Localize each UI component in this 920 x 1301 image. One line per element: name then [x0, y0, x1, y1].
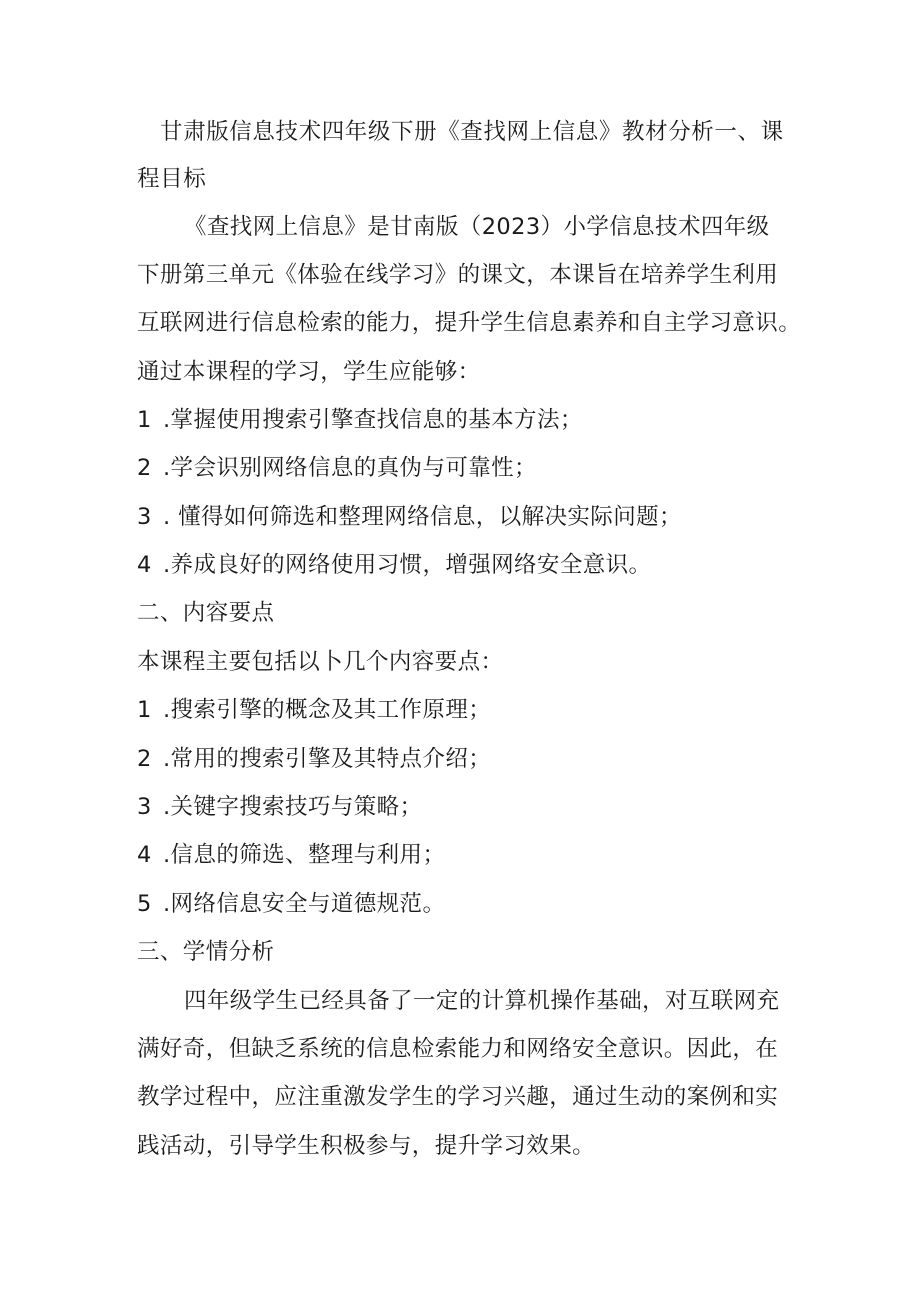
content-point-item: [137, 744, 491, 774]
content-point-item: [137, 792, 422, 822]
point-text: .网络信息安全与道德规范。: [163, 891, 446, 917]
point-number: 3: [137, 794, 152, 820]
goal-text: .养成良好的网络使用习惯，增强网络安全意识。: [163, 552, 652, 578]
intro-paragraph-line: 通过本课程的学习，学生应能够：: [137, 359, 481, 385]
point-number: 5: [137, 891, 152, 917]
analysis-paragraph-line: 教学过程中，应注重激发学生的学习兴趣，通过生动的案例和实: [137, 1084, 779, 1110]
content-point-item: [137, 840, 445, 870]
goal-item: [137, 502, 682, 532]
point-text: .关键字搜索技巧与策略；: [163, 794, 423, 820]
point-number: 4: [137, 842, 152, 868]
section-heading-learner-analysis: 三、学情分析: [137, 939, 275, 965]
goal-text: .学会识别网络信息的真伪与可靠性；: [163, 455, 537, 481]
point-text: .搜索引擎的概念及其工作原理；: [163, 697, 492, 723]
intro-paragraph-line: 《查找网上信息》是甘南版（2023）小学信息技术四年级: [184, 214, 770, 240]
point-number: 2: [137, 746, 152, 772]
goal-number: 3: [137, 504, 152, 530]
document-title-line-1: 甘肃版信息技术四年级下册《查找网上信息》教材分析一、课: [160, 119, 784, 145]
goal-text: .掌握使用搜索引擎查找信息的基本方法；: [163, 407, 583, 433]
analysis-paragraph-line: 四年级学生已经具备了一定的计算机操作基础，对互联网充: [184, 988, 780, 1014]
goal-item: [137, 550, 651, 580]
goal-number: 4: [137, 552, 152, 578]
goal-number: 1: [137, 407, 152, 433]
point-text: .常用的搜索引擎及其特点介绍；: [163, 746, 492, 772]
analysis-paragraph-line: 满好奇，但缺乏系统的信息检索能力和网络安全意识。因此，在: [137, 1036, 779, 1062]
point-text: .信息的筛选、整理与利用；: [163, 842, 446, 868]
intro-paragraph-line: 下册第三单元《体验在线学习》的课文，本课旨在培养学生利用: [137, 262, 779, 288]
goal-text: . 懂得如何筛选和整理网络信息，以解决实际问题；: [163, 504, 682, 530]
section-heading-content-points: 二、内容要点: [137, 600, 275, 626]
document-title-line-2: 程目标: [137, 166, 207, 192]
goal-item: [137, 405, 583, 435]
intro-paragraph-line: 互联网进行信息检索的能力，提升学生信息素养和自主学习意识。: [137, 310, 802, 336]
content-point-item: [137, 695, 491, 725]
goal-number: 2: [137, 455, 152, 481]
goal-item: [137, 453, 537, 483]
point-number: 1: [137, 697, 152, 723]
content-point-item: [137, 889, 445, 919]
section-intro-text: 本课程主要包括以卜几个内容要点：: [137, 649, 504, 675]
analysis-paragraph-line: 践活动，引导学生积极参与，提升学习效果。: [137, 1133, 596, 1159]
